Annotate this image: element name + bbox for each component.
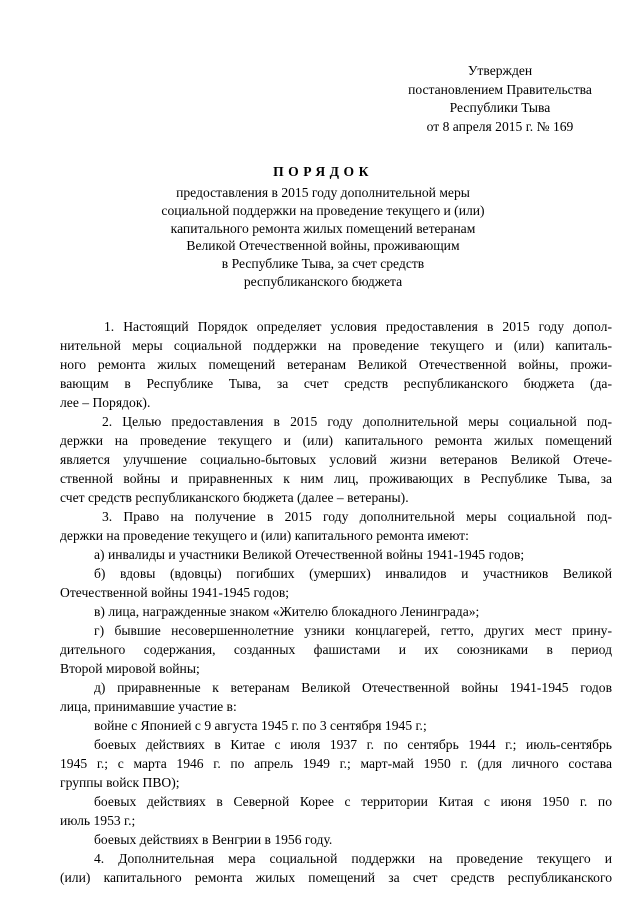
body-line: 4. Дополнительная мера социальной поддержки на проведение текущего и: [94, 851, 612, 866]
approval-line: постановлением Правительства: [408, 81, 592, 97]
approval-line: от 8 апреля 2015 г. № 169: [426, 118, 574, 134]
body-line: г) бывшие несовершеннолетние узники концлагерей, гетто, других мест прину-: [94, 623, 612, 638]
body-line: Отечественной войны 1941-1945 годов;: [60, 585, 290, 600]
body-line: боевых действиях в Северной Корее с территории Китая с июня 1950 г. по: [94, 794, 612, 809]
body-line: нительной меры социальной поддержки на проведение текущего и (или) капиталь-: [60, 338, 612, 353]
body-line: 2. Целью предоставления в 2015 году дополнительной меры социальной под-: [102, 414, 612, 429]
body-line: войне с Японией с 9 августа 1945 г. по 3 сентября 1945 г.;: [94, 718, 427, 733]
approval-line: Утвержден: [467, 63, 533, 78]
body-line: боевых действиях в Китае с июля 1937 г. по сентябрь 1944 г.; июль-сентябрь: [94, 737, 612, 752]
subtitle-line: республиканского бюджета: [243, 273, 403, 289]
body-line: б) вдовы (вдовцы) погибших (умерших) инвалидов и участников Великой: [94, 566, 612, 581]
body-line: лица, принимавшие участие в:: [60, 699, 237, 714]
body-line: вающим в Республике Тыва, за счет средств республиканского бюджета (да-: [60, 376, 612, 391]
subtitle-line: капитального ремонта жилых помещений ветеранам: [170, 220, 476, 236]
body-line: является улучшение социально-бытовых условий жизни ветеранов Великой Отече-: [60, 452, 612, 467]
body-line: 1. Настоящий Порядок определяет условия предоставления в 2015 году допол-: [104, 319, 612, 334]
subtitle-line: предоставления в 2015 году дополнительной меры: [176, 185, 470, 200]
document-title: ПОРЯДОК: [273, 164, 373, 179]
body-line: 1945 г.; с марта 1946 г. по апрель 1949 г.; март-май 1950 г. (для личного состава: [60, 756, 612, 771]
approval-stamp: [380, 62, 620, 136]
body-line: группы войск ПВО);: [60, 775, 180, 790]
body-line: (или) капитального ремонта жилых помещений за счет средств республиканского: [60, 870, 612, 885]
body-line: июль 1953 г.;: [60, 813, 136, 828]
body-line: ного ремонта жилых помещений ветеранам Великой Отечественной войны, прожи-: [60, 357, 612, 372]
subtitle-line: социальной поддержки на проведение текущего и (или): [161, 202, 485, 218]
body-line: в) лица, награжденные знаком «Жителю блокадного Ленинграда»;: [94, 604, 480, 619]
body-line: а) инвалиды и участники Великой Отечественной войны 1941-1945 годов;: [94, 547, 525, 562]
document-subtitle: [60, 184, 586, 291]
body-line: ственной войны и приравненных к ним лиц, проживающих в Республике Тыва, за: [60, 471, 612, 486]
subtitle-line: в Республике Тыва, за счет средств: [221, 256, 425, 272]
body-line: д) приравненные к ветеранам Великой Отечественной войны 1941-1945 годов: [94, 680, 612, 695]
body-line: Второй мировой войны;: [60, 661, 200, 676]
body-line: держки на проведение текущего и (или) капитального ремонта жилых помещений: [60, 433, 612, 448]
body-line: лее – Порядок).: [60, 395, 151, 410]
body-line: дительного содержания, созданных фашистами и их союзниками в период: [60, 642, 612, 657]
body-line: 3. Право на получение в 2015 году дополнительной меры социальной под-: [102, 509, 612, 524]
approval-line: Республики Тыва: [449, 100, 551, 116]
subtitle-line: Великой Отечественной войны, проживающим: [186, 238, 460, 254]
body-line: держки на проведение текущего и (или) капитального ремонта имеют:: [60, 528, 469, 543]
body-line: боевых действиях в Венгрии в 1956 году.: [94, 832, 333, 847]
body-line: счет средств республиканского бюджета (далее – ветераны).: [60, 490, 409, 505]
